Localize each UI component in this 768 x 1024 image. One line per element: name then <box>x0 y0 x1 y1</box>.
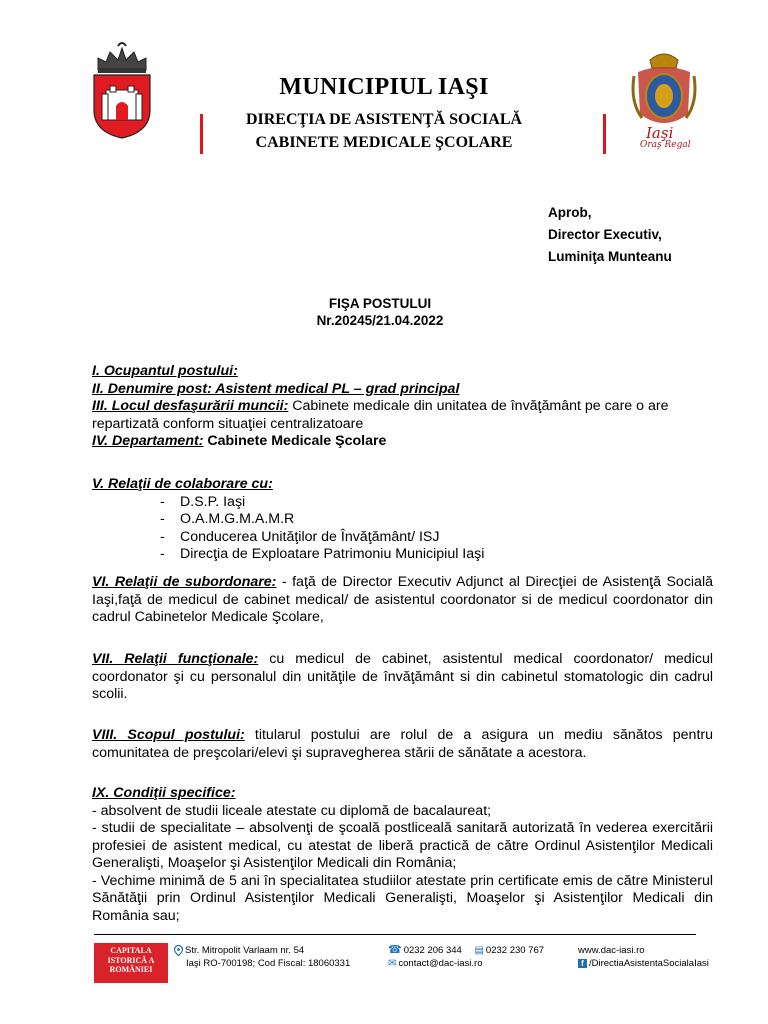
section-label: VII. Relaţii funcţionale: <box>92 651 259 667</box>
section-text: Cabinete medicale din unitatea de învăţământ pe care o are repartizată conform situaţiei centralizatoare <box>92 398 669 432</box>
list-item: - Conducerea Unităţilor de Învăţământ/ ISJ <box>92 529 713 547</box>
document-number: Nr.20245/21.04.2022 <box>316 313 444 328</box>
email-icon: ✉ <box>388 958 397 970</box>
badge-line: CAPITALA <box>110 946 152 955</box>
section-label: II. Denumire post: Asistent medical PL – grad principal <box>92 380 460 397</box>
fax-number: 0232 230 767 <box>485 945 545 957</box>
page-title: MUNICIPIUL IAŞI <box>279 74 489 100</box>
list-item: - O.A.M.G.M.A.M.R <box>92 511 713 529</box>
section-viii <box>92 727 713 762</box>
section-ix <box>92 785 713 925</box>
fax-icon: ▤ <box>474 945 484 956</box>
section-vii <box>92 651 713 704</box>
address-line: Str. Mitropolit Varlaam nr. 54 <box>185 945 305 956</box>
approval-line: Luminiţa Munteanu <box>548 249 672 264</box>
section-text: titularul postului are rolul de a asigura un mediu sănătos pentru comunitatea de preşcolari/elevi şi supravegherea stării de sănătate a acestora. <box>92 727 713 761</box>
capital-badge <box>94 943 168 983</box>
header-subtitle: CABINETE MEDICALE ŞCOLARE <box>255 134 513 151</box>
logo-city-text: Iaşi <box>646 124 674 142</box>
section-label: IV. Departament: <box>92 433 204 449</box>
approval-line: Director Executiv, <box>548 227 662 242</box>
footer-divider <box>94 934 696 935</box>
condition-line: - studii de specialitate – absolvenţi de şcoală postliceală sanitară autorizată în vederea exercitării profesiei de asistent medical, cu atestat de liberă practică de către Ordinul Asistenţilor Medicali Generalişti, Moaşelor şi Asistenţilor Medicali din România; <box>92 820 713 871</box>
section-v <box>92 476 713 564</box>
approval-line: Aprob, <box>548 205 592 220</box>
footer-contact <box>388 944 544 970</box>
badge-line: ROMÂNIEI <box>109 965 153 974</box>
condition-line: - absolvent de studii liceale atestate cu diplomă de bacalaureat; <box>92 802 492 819</box>
footer-address <box>174 944 350 970</box>
phone-number: 0232 206 344 <box>403 945 462 957</box>
red-divider <box>603 114 606 154</box>
footer-web <box>578 944 709 970</box>
section-text: cu medicul de cabinet, asistentul medical coordonator/ medicul coordonator şi cu personalul din unităţile de învăţământ si din cabinetul stomatologic din cadrul scolii. <box>92 651 713 702</box>
section-label: V. Relaţii de colaborare cu: <box>92 476 273 492</box>
list-item: - D.S.P. Iaşi <box>92 494 713 512</box>
list-item: - Direcţia de Exploatare Patrimoniu Municipiul Iaşi <box>92 546 713 564</box>
location-pin-icon <box>174 945 183 956</box>
section-text: Cabinete Medicale Şcolare <box>203 433 387 449</box>
website-link[interactable]: www.dac-iasi.ro <box>578 945 645 956</box>
email-address: contact@dac-iasi.ro <box>398 958 483 970</box>
sections-i-iv <box>92 363 713 451</box>
facebook-icon: f <box>578 959 587 968</box>
header-subtitle: DIRECŢIA DE ASISTENŢĂ SOCIALĂ <box>245 111 523 128</box>
section-label: VIII. Scopul postului: <box>92 727 245 743</box>
logo-city-subtext: Oraş Regal <box>640 140 691 150</box>
document-title: FIŞA POSTULUI <box>328 296 432 311</box>
address-line: Iaşi RO-700198; Cod Fiscal: 18060331 <box>186 958 351 969</box>
condition-line: - Vechime minimă de 5 ani în specialitatea studiilor atestate prin certificate emis de către Ministerul Sănătăţii prin Ordinul Asistenţilor Medicali Generalişti, Moaşelor şi Asistenţilor Medicali din România sau; <box>92 872 713 924</box>
section-text: - faţă de Director Executiv Adjunct al Direcţiei de Asistenţă Socială Iaşi,faţă de medicul de cabinet medical/ de asistentul coordonator si de medicul coordonator din cadrul Cabinetelor Medicale Şcolare, <box>92 574 713 625</box>
phone-icon: ☎ <box>388 944 402 956</box>
badge-line: ISTORICĂ A <box>107 955 155 965</box>
approval-block <box>548 202 672 268</box>
document-heading <box>260 295 500 329</box>
section-label: III. Locul desfaşurării muncii: <box>92 398 289 414</box>
facebook-link[interactable]: /DirectiaAsistentaSocialaIasi <box>589 958 709 969</box>
collaboration-list <box>92 494 713 564</box>
section-vi <box>92 574 713 627</box>
section-label: IX. Condiţii specifice: <box>92 785 236 801</box>
iasi-coat-of-arms-logo <box>88 40 156 140</box>
section-label: I. Ocupantul postului: <box>92 363 238 379</box>
section-label: VI. Relaţii de subordonare: <box>92 574 277 590</box>
